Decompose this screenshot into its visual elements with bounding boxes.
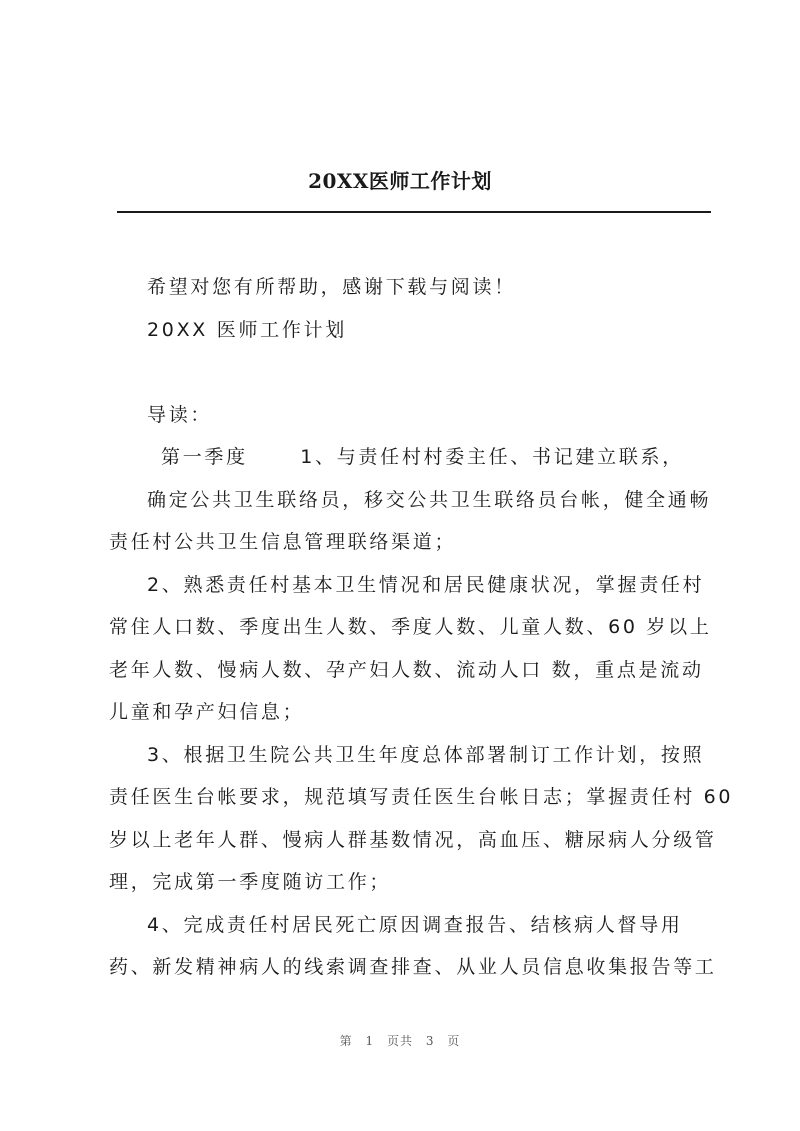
page-footer: [0, 1032, 800, 1049]
body-line: 导读：: [147, 404, 213, 426]
body-line: 岁以上老年人群、慢病人群基数情况，高血压、糖尿病人分级管: [109, 829, 717, 851]
body-line: 儿童和孕产妇信息；: [109, 701, 305, 723]
body-line: 老年人数、慢病人数、孕产妇人数、流动人口 数，重点是流动: [109, 659, 704, 681]
footer-suffix: 页: [447, 1034, 461, 1048]
body-line: 理，完成第一季度随访工作；: [109, 871, 392, 893]
document-title: 20XX医师工作计划: [308, 169, 492, 193]
body-line: 3、根据卫生院公共卫生年度总体部署制订工作计划，按照: [147, 744, 705, 766]
footer-page-number: 1: [365, 1034, 375, 1048]
footer-prefix: 第: [339, 1034, 353, 1048]
footer-middle: 页共: [386, 1034, 413, 1048]
body-line: 20XX 医师工作计划: [147, 319, 347, 341]
body-line: 责任医生台帐要求，规范填写责任医生台帐日志；掌握责任村 60: [109, 786, 734, 808]
body-line: 常住人口数、季度出生人数、季度人数、儿童人数、60 岁以上: [109, 616, 712, 638]
footer-total-pages: 3: [425, 1034, 435, 1048]
body-line: 药、新发精神病人的线索调查排查、从业人员信息收集报告等工: [109, 956, 717, 978]
body-line: 责任村公共卫生信息管理联络渠道；: [109, 531, 457, 553]
body-line: 希望对您有所帮助，感谢下载与阅读！: [147, 276, 516, 298]
body-line: 第一季度 1、与责任村村委主任、书记建立联系，: [161, 446, 684, 468]
body-line: 4、完成责任村居民死亡原因调查报告、结核病人督导用: [147, 914, 683, 936]
body-line: 确定公共卫生联络员，移交公共卫生联络员台帐，健全通畅: [147, 489, 712, 511]
title-divider: [117, 211, 711, 213]
body-line: 2、熟悉责任村基本卫生情况和居民健康状况，掌握责任村: [147, 574, 705, 596]
